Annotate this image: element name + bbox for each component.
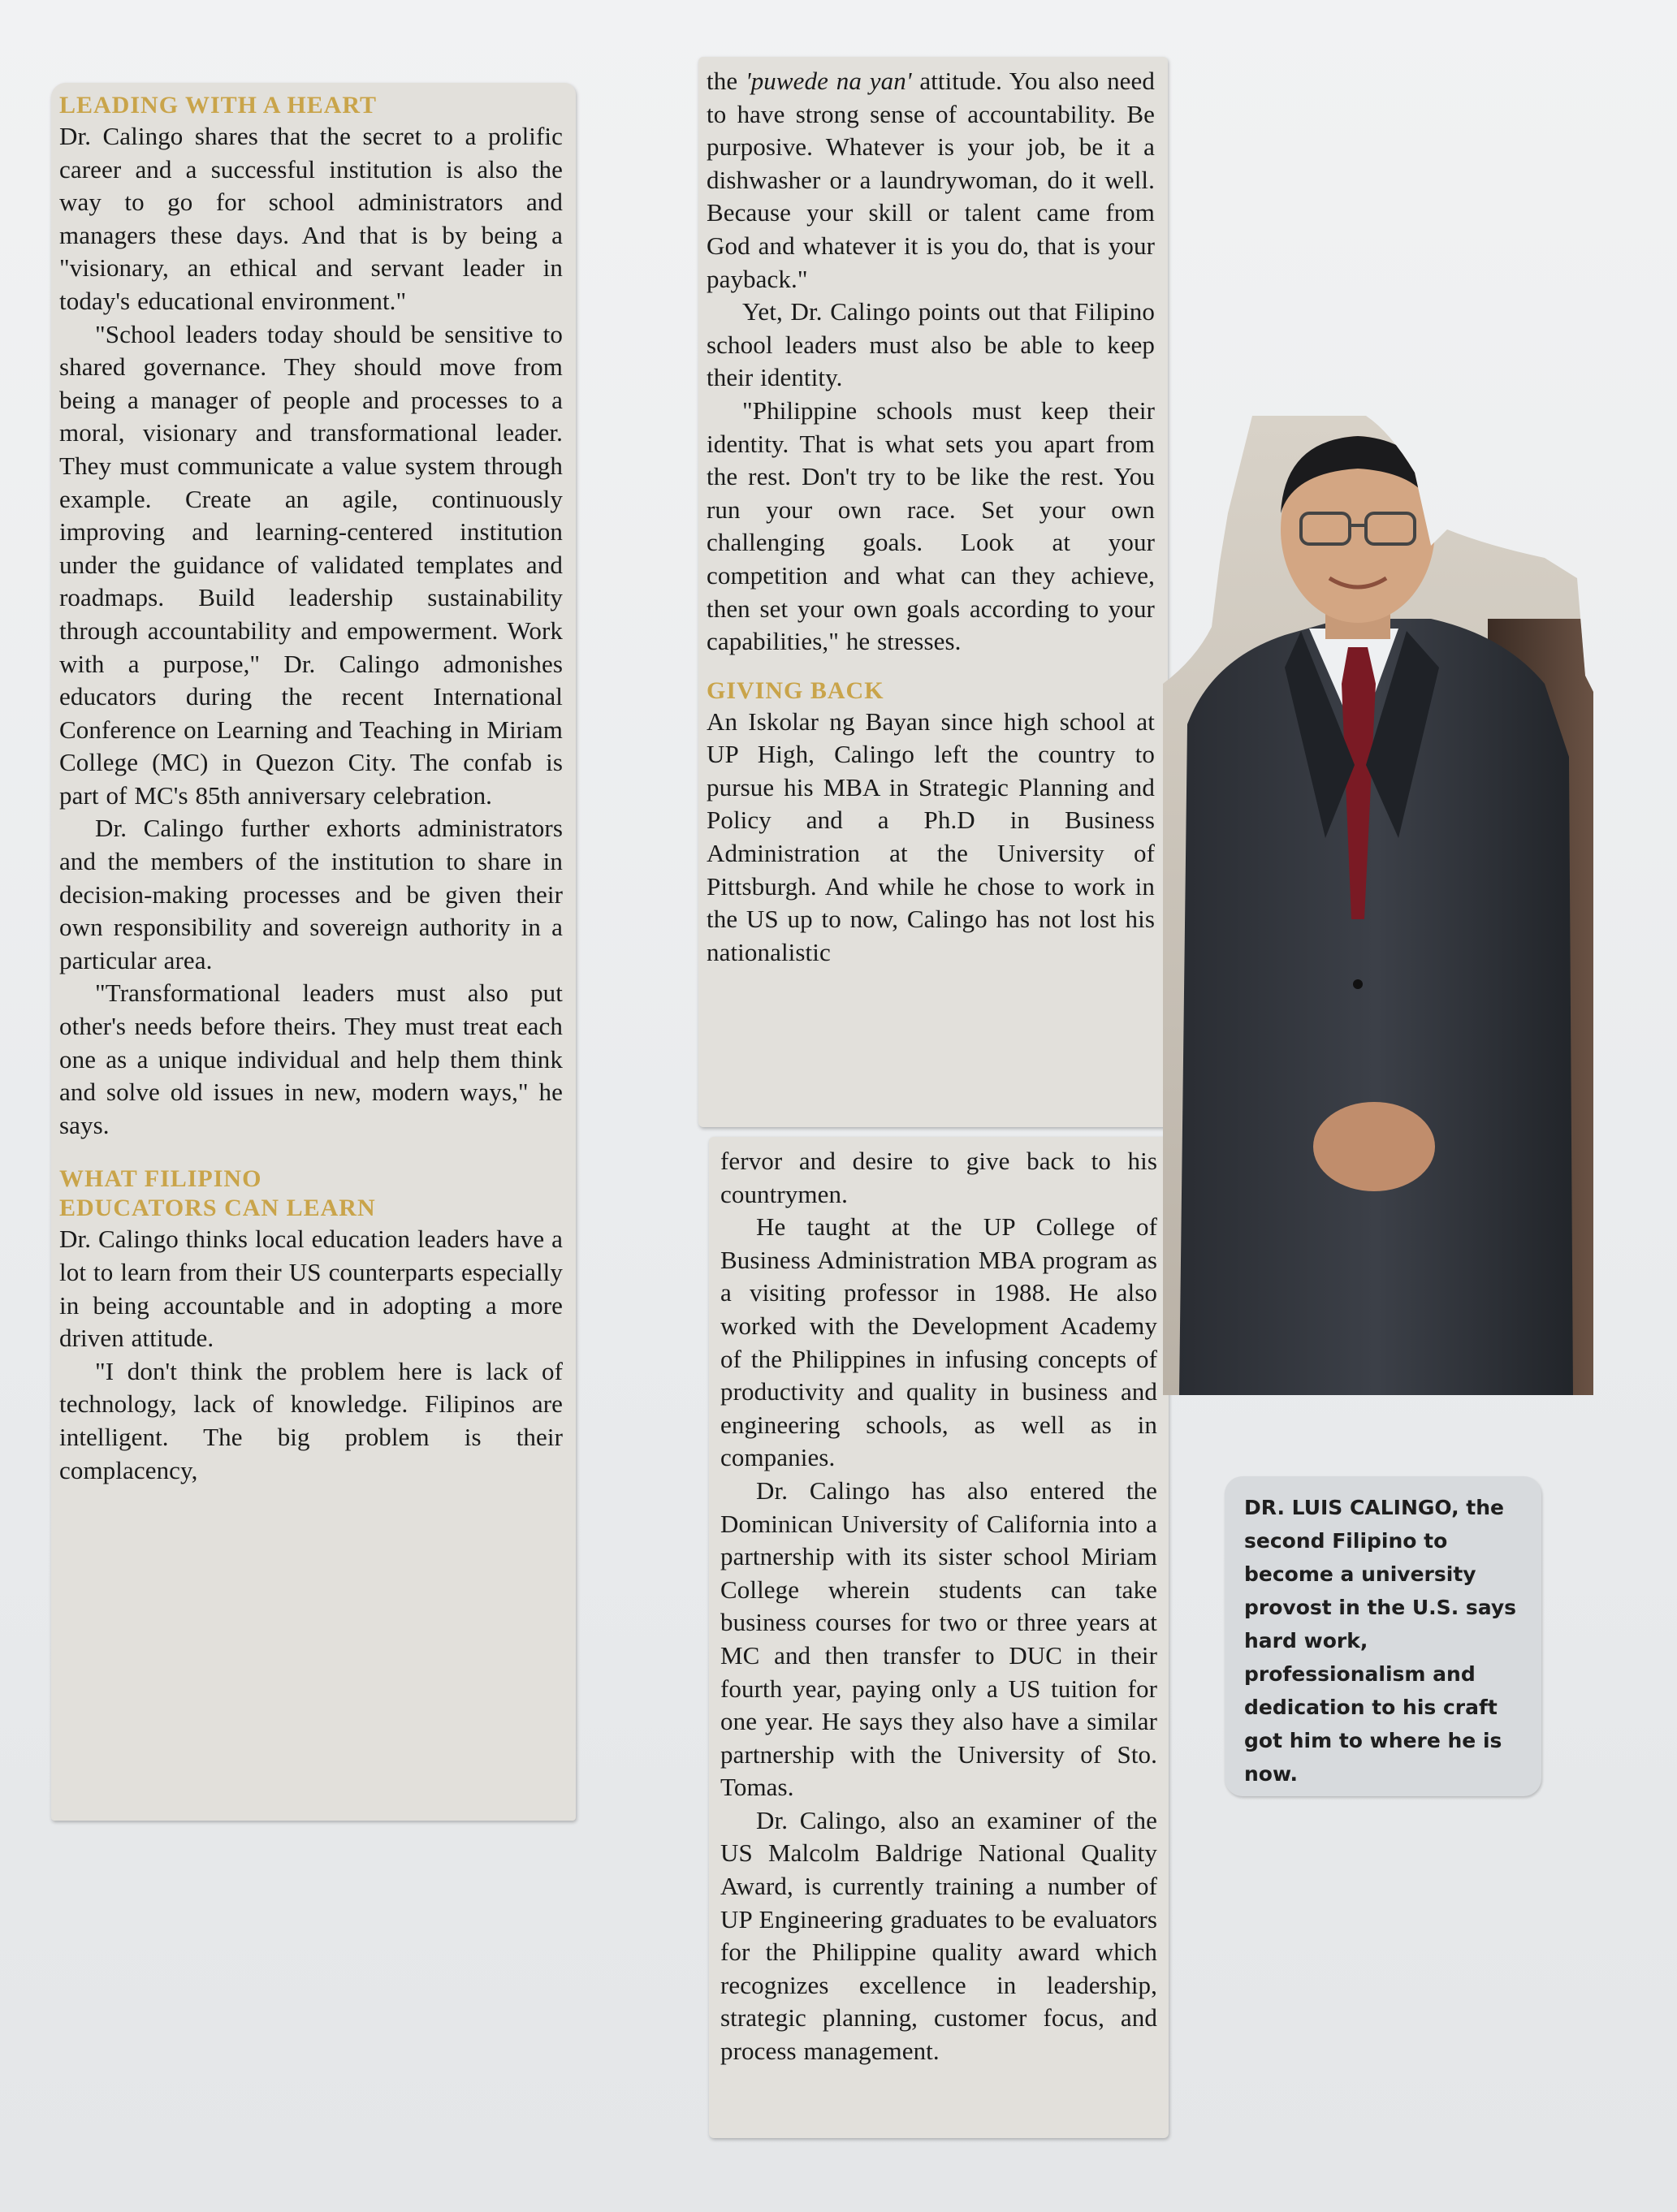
left-column-clipping <box>51 83 576 1821</box>
paragraph: "School leaders today should be sensitive to shared governance. They should move from being a manager of people and processes to a moral, visionary and transformational leader. They must communicate a value system through example. Create an agile, continuously improving and learning-centered institution under the guidance of validated templates and roadmaps. Build leadership sustainability through accountability and empowerment. Work with a purpose," Dr. Calingo admonishes educators during the recent International Conference on Learning and Teaching in Miriam College (MC) in Quezon City. The confab is part of MC's 85th anniversary celebration. <box>59 319 563 810</box>
portrait-photo <box>1163 416 1593 1395</box>
text-run: the <box>707 67 746 95</box>
heading-what-filipino-educators-can-learn: WHAT FILIPINO EDUCATORS CAN LEARN <box>59 1165 376 1222</box>
paragraph: An Iskolar ng Bayan since high school at UP High, Calingo left the country to pursue his MBA in Strategic Planning and Policy and a Ph.D in Business Administration at the University of Pittsburgh. And while he chose to work in the US up to now, Calingo has not lost his nationalistic <box>707 706 1155 966</box>
paragraph: "I don't think the problem here is lack of technology, lack of knowledge. Filipinos are intelligent. The big problem is their complacency, <box>59 1356 563 1484</box>
paragraph: Yet, Dr. Calingo points out that Filipino school leaders must also be able to keep their identity. <box>707 297 1155 392</box>
text-run: attitude. You also need to have strong sense of accountability. Be purposive. Whatever is your job, be it a dishwasher or a laundrywoman, do it well. Because your skill or talent came from God and whatever it is you do, that is your payback." <box>707 67 1156 293</box>
middle-top-clipping <box>698 57 1168 1127</box>
paragraph: "Transformational leaders must also put other's needs before theirs. They must treat each one as a unique individual and help them think and solve old issues in new, modern ways," he says. <box>59 979 563 1139</box>
heading-leading-with-a-heart: LEADING WITH A HEART <box>59 92 377 119</box>
paragraph <box>707 65 1155 296</box>
heading-giving-back: GIVING BACK <box>707 676 884 704</box>
paragraph: Dr. Calingo further exhorts administrators and the members of the institution to share in decision-making processes and be given their own responsibility and sovereign authority in a particular area. <box>59 814 563 974</box>
italic-phrase: 'puwede na yan' <box>745 67 912 95</box>
paragraph: He taught at the UP College of Business Administration MBA program as a visiting professor in 1988. He also worked with the Development Academy of the Philippines in infusing concepts of productivity and quality in business and engineering schools, as well as in companies. <box>720 1212 1157 1472</box>
paragraph: fervor and desire to give back to his countrymen. <box>720 1147 1157 1208</box>
middle-bottom-clipping <box>709 1137 1169 2138</box>
paragraph: "Philippine schools must keep their identity. That is what sets you apart from the rest. Don't try to be like the rest. You run your own race. Set your own challenging goals. Look at your competition and what can they achieve, then set your own goals according to your capabilities," he stresses. <box>707 395 1155 656</box>
paragraph: Dr. Calingo has also entered the Dominican University of California into a partnership with its sister school Miriam College wherein students can take business courses for two or three years at MC and then transfer to DUC in their fourth year, paying only a US tuition for one year. He says they also have a similar partnership with the University of Sto. Tomas. <box>720 1475 1157 1802</box>
paragraph: Dr. Calingo thinks local education leaders have a lot to learn from their US counterparts especially in being accountable and in adopting a more driven attitude. <box>59 1225 563 1353</box>
paragraph: Dr. Calingo, also an examiner of the US Malcolm Baldrige National Quality Award, is currently training a number of UP Engineering graduates to be evaluators for the Philippine quality award which recognizes excellence in leadership, strategic planning, customer focus, and process management. <box>720 1805 1157 2066</box>
photo-caption: DR. LUIS CALINGO, the second Filipino to become a university provost in the U.S. says hard work, professionalism and dedication to his craft got him to where he is now. <box>1244 1496 1517 1786</box>
photo-caption-box <box>1225 1476 1541 1796</box>
paragraph: Dr. Calingo shares that the secret to a prolific career and a successful institution is also the way to go for school administrators and managers these days. And that is by being a "visionary, an ethical and servant leader in today's educational environment." <box>59 122 563 315</box>
